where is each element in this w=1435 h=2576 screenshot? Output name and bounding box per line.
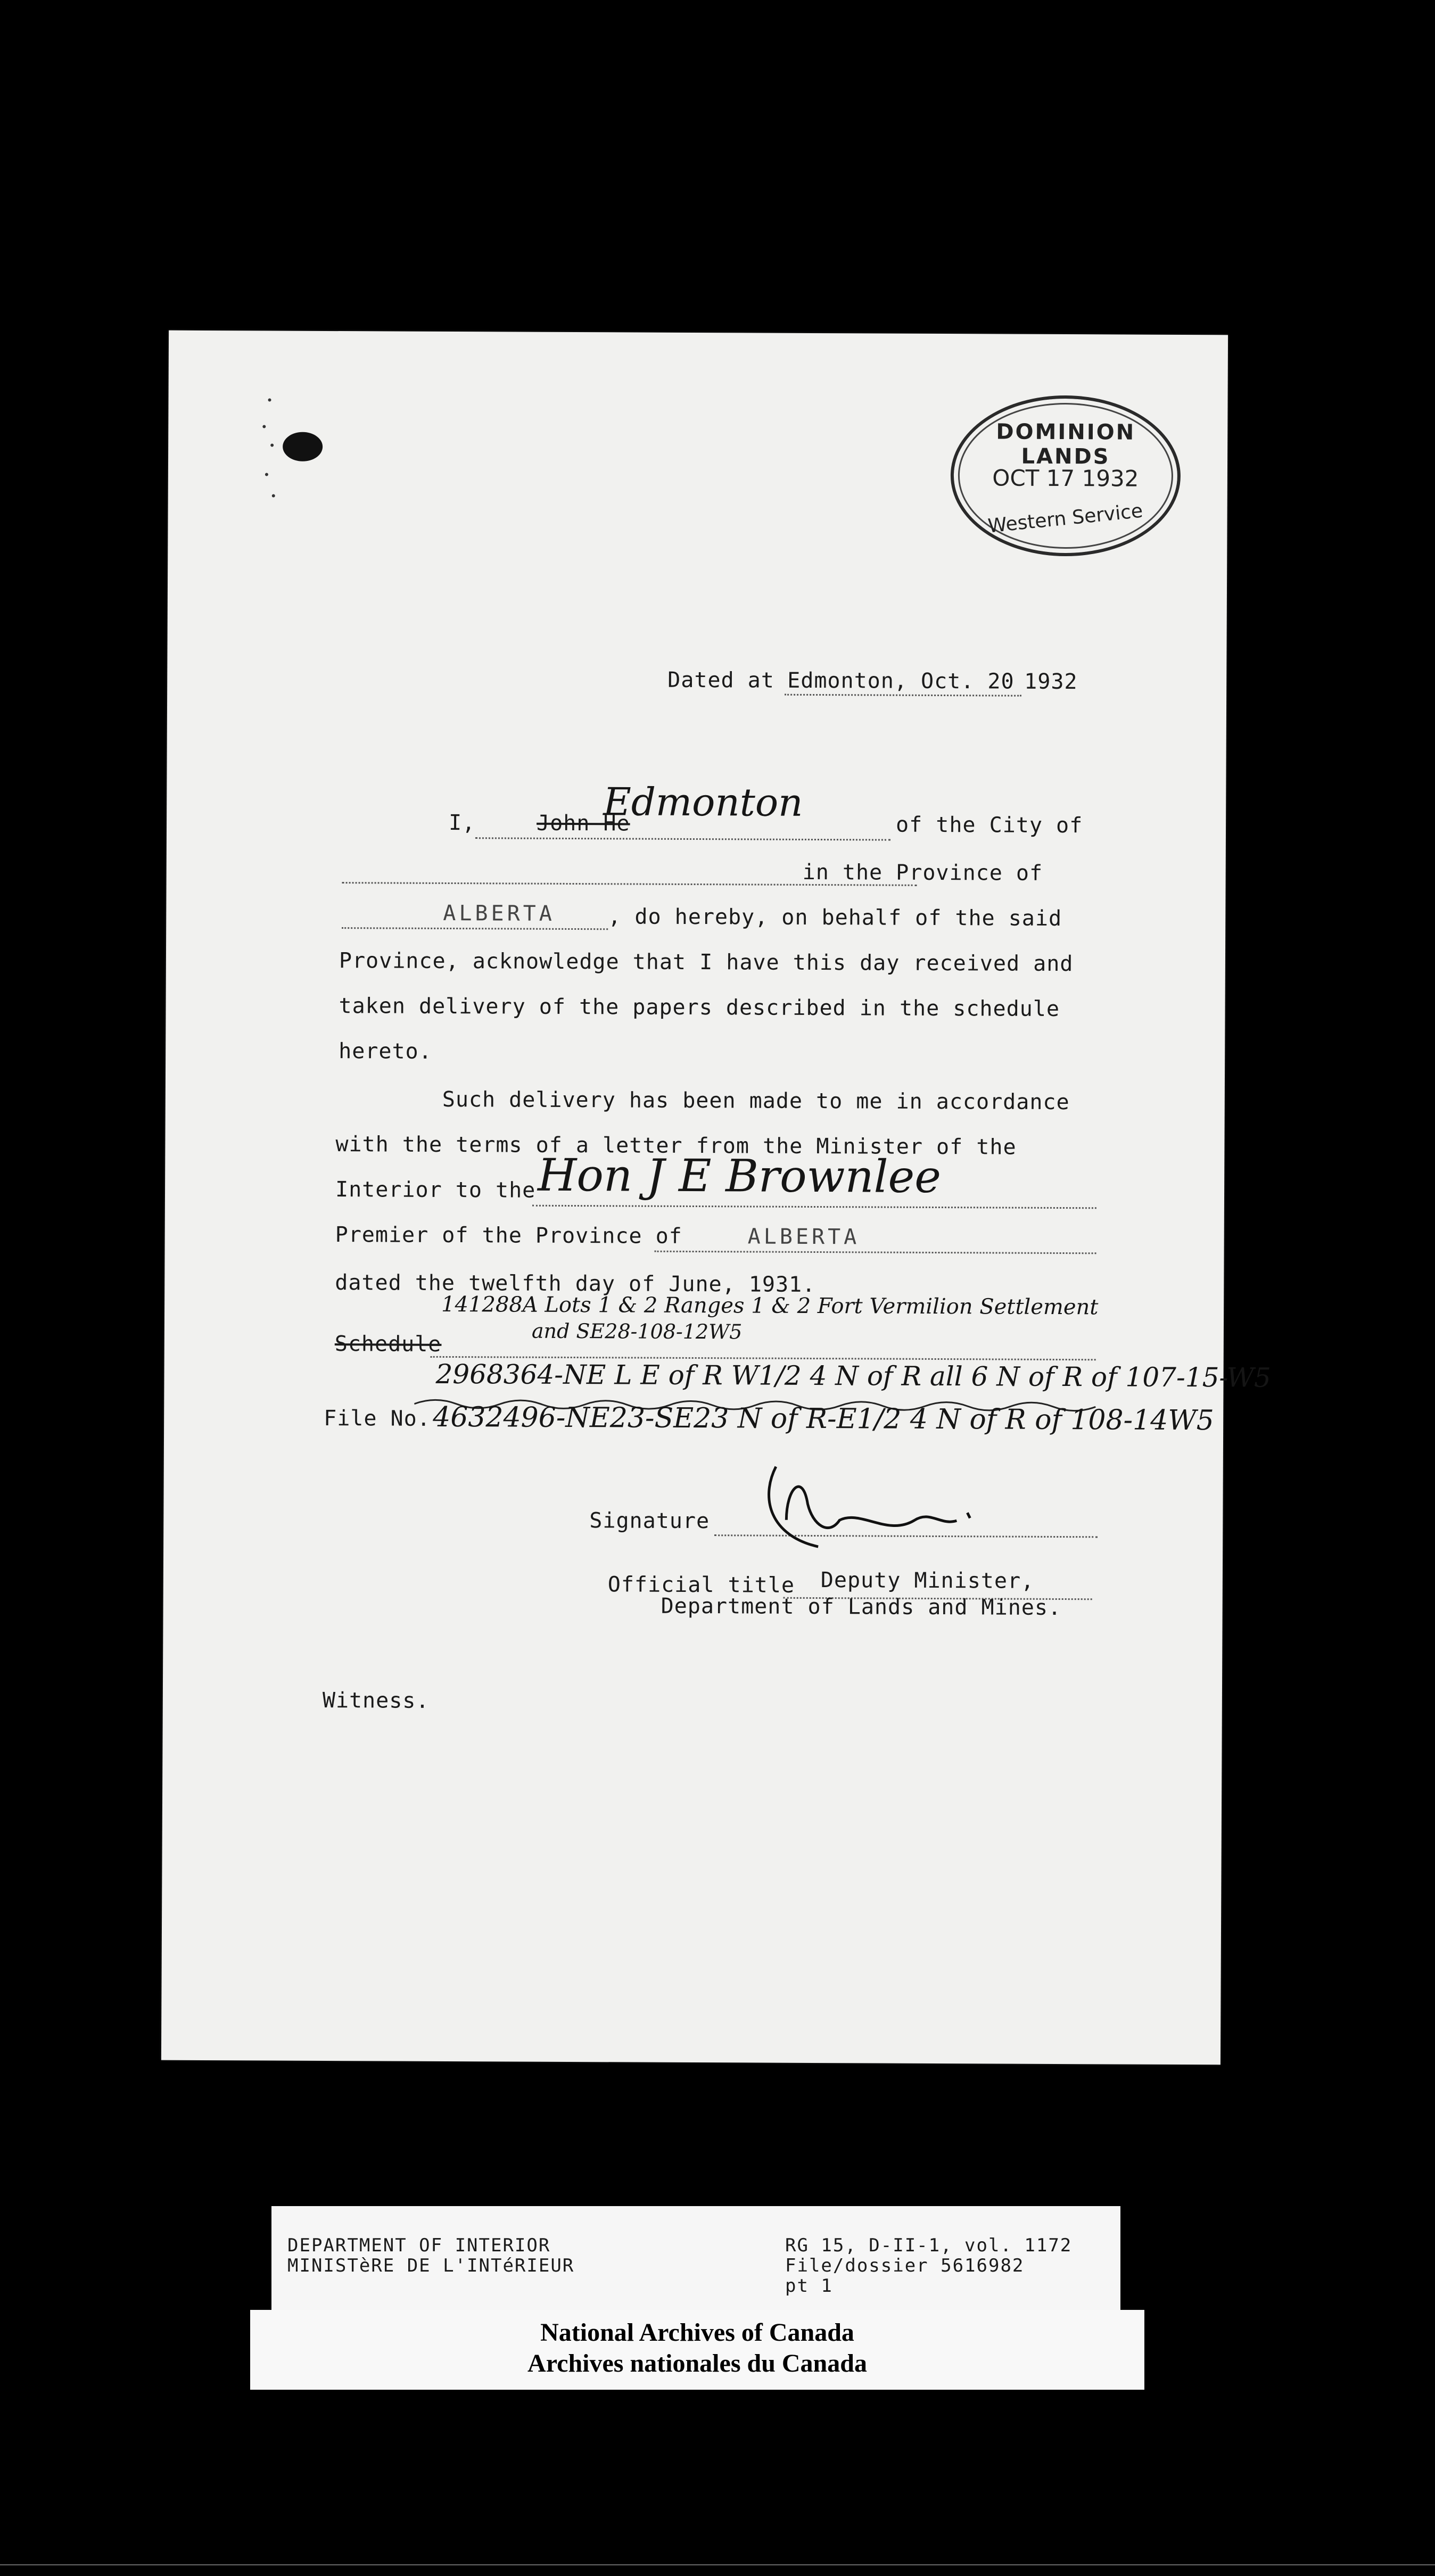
witness-label: Witness. (322, 1688, 430, 1713)
dominion-lands-stamp (950, 395, 1181, 557)
handwritten-addressee: Hon J E Brownlee (537, 1149, 942, 1203)
struck-name: John He (536, 811, 630, 836)
dept-english: DEPARTMENT OF INTERIOR (287, 2235, 551, 2256)
premier-dotted-line (655, 1251, 1096, 1254)
official-title-label: Official title (607, 1572, 795, 1598)
premier-province: ALBERTA (747, 1224, 860, 1250)
file-no-hand: 4632496-NE23-SE23 N of R-E1/2 4 N of R of 108-14W5 (433, 1401, 1214, 1437)
para1-line6: hereto. (339, 1039, 432, 1064)
province-value: ALBERTA (443, 901, 556, 926)
signature-label: Signature (589, 1508, 710, 1534)
bottom-edge-line (0, 2564, 1435, 2565)
nac-french: Archives nationales du Canada (527, 2349, 867, 2377)
para2-line5: dated the twelfth day of June, 1931. (335, 1270, 816, 1297)
para2-line4-prefix: Premier of the Province of (335, 1223, 682, 1249)
para2-line2: with the terms of a letter from the Minister of the (335, 1132, 1017, 1160)
national-archives-banner (250, 2310, 1144, 2390)
stamp-bottom-text: Western Service (987, 500, 1144, 538)
schedule-hand-line2: and SE28-108-12W5 (531, 1319, 743, 1344)
schedule-hand-line3: 2968364-NE L E of R W1/2 4 N of R all 6 N of R of 107-15-W5 (435, 1358, 1271, 1393)
dated-value: Edmonton, Oct. 20 (787, 668, 1015, 694)
dated-year: 1932 (1024, 669, 1078, 695)
ref-line3: pt 1 (785, 2275, 833, 2297)
signature-scrawl (754, 1456, 989, 1563)
handwritten-city: Edmonton (603, 779, 803, 825)
para2-line3-prefix: Interior to the (335, 1177, 536, 1203)
nac-english: National Archives of Canada (540, 2318, 854, 2347)
dated-dotted-line (785, 694, 1021, 697)
file-no-label: File No. (324, 1406, 431, 1431)
province-dotted-line (342, 927, 608, 930)
dated-prefix: Dated at (667, 667, 774, 693)
schedule-label: Schedule (334, 1332, 442, 1357)
para2-line1: Such delivery has been made to me in accordance (442, 1087, 1070, 1115)
ref-line2: File/dossier 5616982 (785, 2255, 1025, 2276)
line1-suffix: of the City of (895, 812, 1083, 838)
archive-reference-label (271, 2206, 1120, 2313)
document-page (161, 331, 1271, 2065)
stamp-top-text: DOMINION LANDS (996, 419, 1136, 469)
line3-suffix: , do hereby, on behalf of the said (608, 904, 1062, 931)
specks-decoration (259, 394, 281, 501)
addressee-dotted-line (532, 1205, 1096, 1209)
official-title-line2: Department of Lands and Mines. (661, 1594, 1062, 1621)
stamp-date: OCT 17 1932 (992, 465, 1139, 492)
name-dotted-line (475, 837, 890, 840)
punch-hole (283, 432, 323, 461)
line2-suffix: in the Province of (802, 860, 1043, 886)
ref-line1: RG 15, D-II-1, vol. 1172 (785, 2235, 1073, 2256)
dept-french: MINISTèRE DE L'INTéRIEUR (287, 2255, 575, 2276)
para1-line5: taken delivery of the papers described in the schedule (339, 994, 1060, 1021)
i-text: I, (448, 810, 476, 836)
para1-line4: Province, acknowledge that I have this day received and (339, 948, 1074, 977)
official-title-line1: Deputy Minister, (820, 1568, 1035, 1594)
schedule-hand-line1: 141288A Lots 1 & 2 Ranges 1 & 2 Fort Vermilion Settlement (441, 1292, 1099, 1320)
